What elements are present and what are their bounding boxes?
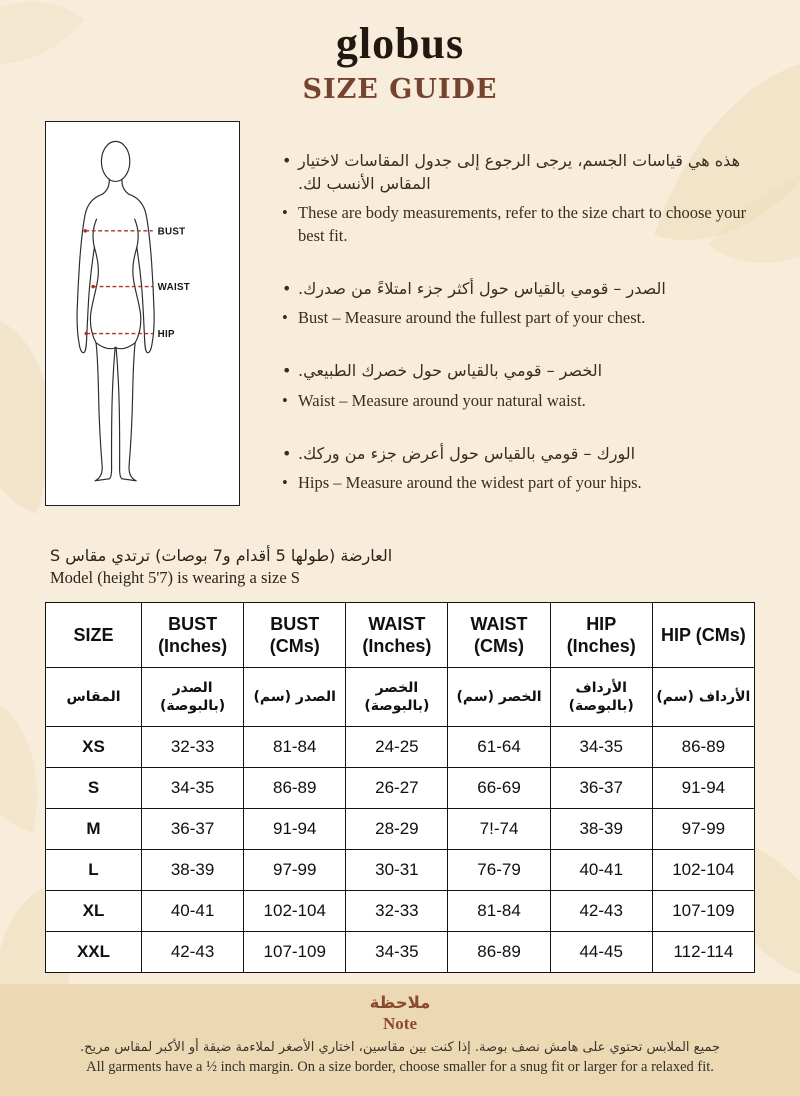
table-header-row-ar	[46, 668, 755, 727]
table-cell: 81-84	[448, 891, 550, 932]
instruction-group	[280, 359, 755, 411]
table-cell: 61-64	[448, 727, 550, 768]
table-cell: 30-31	[346, 850, 448, 891]
table-cell: 34-35	[346, 932, 448, 973]
table-row	[46, 727, 755, 768]
figure-outline	[77, 141, 154, 480]
table-cell: 81-84	[244, 727, 346, 768]
measurement-instructions	[280, 121, 755, 524]
table-cell: 38-39	[550, 809, 652, 850]
brand-logo: globus	[335, 19, 465, 68]
table-cell: 36-37	[550, 768, 652, 809]
table-cell: 36-37	[142, 809, 244, 850]
table-cell: 66-69	[448, 768, 550, 809]
instruction-item-en: • Waist – Measure around your natural waist.	[280, 390, 755, 412]
table-cell: 42-43	[550, 891, 652, 932]
instruction-group	[280, 442, 755, 494]
hip-label: HIP	[157, 328, 175, 340]
table-cell: 86-89	[448, 932, 550, 973]
size-chart-table	[45, 602, 755, 973]
table-cell: 91-94	[244, 809, 346, 850]
measurement-section	[0, 105, 800, 524]
table-cell: 97-99	[652, 809, 754, 850]
table-cell: 107-109	[652, 891, 754, 932]
model-note-en: Model (height 5'7) is wearing a size S	[50, 568, 300, 588]
table-cell: 34-35	[550, 727, 652, 768]
table-cell: 40-41	[142, 891, 244, 932]
note-section	[0, 984, 800, 1096]
size-label: XL	[46, 891, 142, 932]
size-label: M	[46, 809, 142, 850]
note-title-en: Note	[383, 1014, 417, 1033]
table-header-cell: WAIST (CMs)	[448, 603, 550, 668]
table-row	[46, 891, 755, 932]
instruction-group	[280, 149, 755, 247]
instruction-group	[280, 277, 755, 329]
table-row	[46, 809, 755, 850]
table-header-cell: HIP (CMs)	[652, 603, 754, 668]
table-cell: 112-114	[652, 932, 754, 973]
bust-label: BUST	[157, 226, 186, 238]
table-header-cell-ar: الصدر (بالبوصة)	[142, 668, 244, 727]
table-header-cell: HIP (Inches)	[550, 603, 652, 668]
instruction-item-ar: • الورك – قومي بالقياس حول أعرض جزء من وركك.	[280, 442, 755, 465]
table-header-cell-ar: الأرداف (بالبوصة)	[550, 668, 652, 727]
table-header-cell: WAIST (Inches)	[346, 603, 448, 668]
waist-label: WAIST	[157, 282, 191, 294]
instruction-item-en: • These are body measurements, refer to the size chart to choose your best fit.	[280, 202, 755, 247]
instruction-item-ar: • هذه هي قياسات الجسم، يرجى الرجوع إلى جدول المقاسات لاختيار المقاس الأنسب لك.	[280, 149, 755, 195]
table-header-cell: BUST (CMs)	[244, 603, 346, 668]
size-label: XXL	[46, 932, 142, 973]
table-cell: 26-27	[346, 768, 448, 809]
table-header-cell: SIZE	[46, 603, 142, 668]
table-cell: 91-94	[652, 768, 754, 809]
table-cell: 102-104	[244, 891, 346, 932]
table-cell: 42-43	[142, 932, 244, 973]
table-cell: 34-35	[142, 768, 244, 809]
hip-line-dot	[84, 332, 88, 336]
table-cell: 38-39	[142, 850, 244, 891]
note-title-ar: ملاحظة	[369, 993, 431, 1012]
table-cell: 102-104	[652, 850, 754, 891]
table-cell: 40-41	[550, 850, 652, 891]
size-label: L	[46, 850, 142, 891]
model-note-ar: العارضة (طولها 5 أقدام و7 بوصات) ترتدي مقاس S	[50, 546, 393, 566]
table-cell: 86-89	[244, 768, 346, 809]
body-figure-illustration	[52, 135, 233, 492]
instruction-item-ar: • الخصر – قومي بالقياس حول خصرك الطبيعي.	[280, 359, 755, 382]
table-cell: 32-33	[142, 727, 244, 768]
table-cell: 7!-74	[448, 809, 550, 850]
table-cell: 107-109	[244, 932, 346, 973]
page-title: SIZE GUIDE	[302, 74, 498, 105]
table-cell: 44-45	[550, 932, 652, 973]
size-label: XS	[46, 727, 142, 768]
table-cell: 86-89	[652, 727, 754, 768]
note-body-ar: جميع الملابس تحتوي على هامش نصف بوصة. إذا كنت بين مقاسين، اختاري الأصغر لملاءمة ضيقة أو الأكبر لمقاس مريح.	[79, 1040, 721, 1055]
note-body-en: All garments have a ½ inch margin. On a size border, choose smaller for a snug fit or larger for a relaxed fit.	[86, 1059, 714, 1075]
instruction-item-en: • Bust – Measure around the fullest part of your chest.	[280, 307, 755, 329]
instruction-item-ar: • الصدر – قومي بالقياس حول أكثر جزء امتلاءً من صدرك.	[280, 277, 755, 300]
instruction-item-en: • Hips – Measure around the widest part of your hips.	[280, 472, 755, 494]
table-cell: 32-33	[346, 891, 448, 932]
bust-line-dot	[84, 229, 88, 233]
table-header-row-en	[46, 603, 755, 668]
body-measurement-figure	[45, 121, 240, 506]
size-label: S	[46, 768, 142, 809]
model-note	[0, 524, 800, 588]
table-header-cell-ar: المقاس	[46, 668, 142, 727]
table-header-cell-ar: الأرداف (سم)	[652, 668, 754, 727]
table-row	[46, 768, 755, 809]
table-cell: 24-25	[346, 727, 448, 768]
table-header-cell-ar: الخصر (سم)	[448, 668, 550, 727]
table-cell: 97-99	[244, 850, 346, 891]
table-cell: 76-79	[448, 850, 550, 891]
table-header-cell-ar: الصدر (سم)	[244, 668, 346, 727]
table-row	[46, 932, 755, 973]
waist-line-dot	[91, 285, 95, 289]
table-cell: 28-29	[346, 809, 448, 850]
table-header-cell-ar: الخصر (بالبوصة)	[346, 668, 448, 727]
table-header-cell: BUST (Inches)	[142, 603, 244, 668]
table-row	[46, 850, 755, 891]
